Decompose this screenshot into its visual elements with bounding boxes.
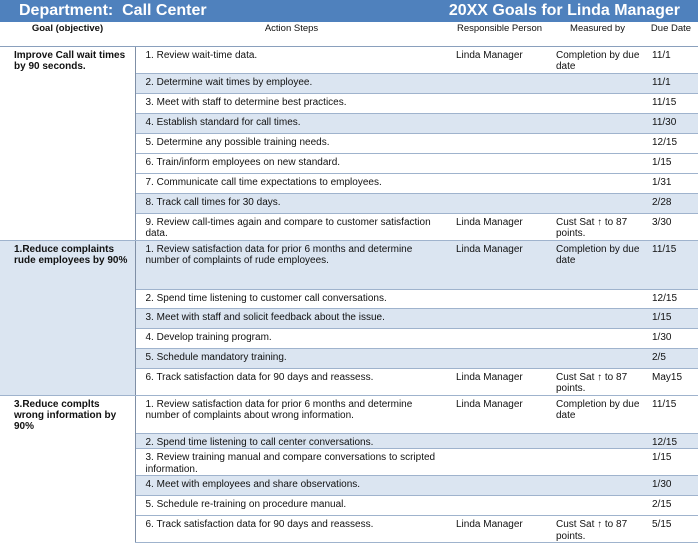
responsible-person xyxy=(448,289,551,308)
measured-by xyxy=(551,173,644,193)
measured-by: Cust Sat ↑ to 87 points. xyxy=(551,213,644,240)
due-date: May15 xyxy=(644,368,698,395)
goals-title: 20XX Goals for Linda Manager xyxy=(448,2,680,19)
action-step: 6. Track satisfaction data for 90 days and reassess. xyxy=(135,516,448,543)
measured-by: Cust Sat ↑ to 87 points. xyxy=(551,516,644,543)
responsible-person xyxy=(448,113,551,133)
action-step: 2. Spend time listening to call center conversations. xyxy=(135,433,448,449)
action-step: 6. Track satisfaction data for 90 days and reassess. xyxy=(135,368,448,395)
responsible-person xyxy=(448,476,551,496)
action-step: 1. Review satisfaction data for prior 6 months and determine number of complaints of rude employees. xyxy=(135,240,448,289)
measured-by: Completion by due date xyxy=(551,46,644,73)
due-date: 11/1 xyxy=(644,46,698,73)
action-step: 1. Review wait-time data. xyxy=(135,46,448,73)
action-step: 4. Develop training program. xyxy=(135,328,448,348)
responsible-person: Linda Manager xyxy=(448,240,551,289)
due-date: 1/30 xyxy=(644,476,698,496)
measured-by xyxy=(551,193,644,213)
responsible-person xyxy=(448,496,551,516)
measured-by xyxy=(551,289,644,308)
header-due: Due Date xyxy=(644,22,698,46)
table-row xyxy=(0,395,698,433)
responsible-person xyxy=(448,449,551,476)
action-step: 3. Review training manual and compare conversations to scripted information. xyxy=(135,449,448,476)
due-date: 12/15 xyxy=(644,289,698,308)
responsible-person xyxy=(448,328,551,348)
due-date: 11/1 xyxy=(644,73,698,93)
goal-objective: Improve Call wait times by 90 seconds. xyxy=(0,46,135,240)
measured-by xyxy=(551,433,644,449)
action-step: 5. Schedule re-training on procedure manual. xyxy=(135,496,448,516)
action-step: 7. Communicate call time expectations to employees. xyxy=(135,173,448,193)
due-date: 11/15 xyxy=(644,93,698,113)
measured-by xyxy=(551,73,644,93)
due-date: 12/15 xyxy=(644,433,698,449)
measured-by: Completion by due date xyxy=(551,395,644,433)
measured-by: Completion by due date xyxy=(551,240,644,289)
action-step: 2. Spend time listening to customer call conversations. xyxy=(135,289,448,308)
department-label: Department: xyxy=(19,2,114,19)
due-date: 2/15 xyxy=(644,496,698,516)
action-step: 9. Review call-times again and compare to customer satisfaction data. xyxy=(135,213,448,240)
due-date: 5/15 xyxy=(644,516,698,543)
responsible-person: Linda Manager xyxy=(448,213,551,240)
goals-body xyxy=(0,46,698,543)
responsible-person xyxy=(448,173,551,193)
department-name: Call Center xyxy=(122,2,207,19)
measured-by xyxy=(551,153,644,173)
responsible-person: Linda Manager xyxy=(448,368,551,395)
action-step: 4. Establish standard for call times. xyxy=(135,113,448,133)
measured-by xyxy=(551,496,644,516)
responsible-person xyxy=(448,348,551,368)
due-date: 3/30 xyxy=(644,213,698,240)
goals-table xyxy=(0,22,698,543)
responsible-person xyxy=(448,308,551,328)
measured-by xyxy=(551,449,644,476)
measured-by xyxy=(551,308,644,328)
action-step: 5. Determine any possible training needs. xyxy=(135,133,448,153)
action-step: 1. Review satisfaction data for prior 6 months and determine number of complaints about wrong information. xyxy=(135,395,448,433)
action-step: 6. Train/inform employees on new standard. xyxy=(135,153,448,173)
due-date: 1/15 xyxy=(644,308,698,328)
header-goal: Goal (objective) xyxy=(0,22,135,46)
responsible-person: Linda Manager xyxy=(448,46,551,73)
responsible-person xyxy=(448,93,551,113)
responsible-person xyxy=(448,133,551,153)
measured-by xyxy=(551,93,644,113)
responsible-person xyxy=(448,153,551,173)
measured-by xyxy=(551,328,644,348)
responsible-person xyxy=(448,433,551,449)
due-date: 12/15 xyxy=(644,133,698,153)
action-step: 8. Track call times for 30 days. xyxy=(135,193,448,213)
responsible-person: Linda Manager xyxy=(448,395,551,433)
header-measure: Measured by xyxy=(551,22,644,46)
action-step: 3. Meet with staff to determine best practices. xyxy=(135,93,448,113)
due-date: 2/28 xyxy=(644,193,698,213)
header-person: Responsible Person xyxy=(448,22,551,46)
measured-by xyxy=(551,133,644,153)
responsible-person: Linda Manager xyxy=(448,516,551,543)
action-step: 4. Meet with employees and share observations. xyxy=(135,476,448,496)
due-date: 11/15 xyxy=(644,395,698,433)
goal-objective: 1.Reduce complaints rude employees by 90% xyxy=(0,240,135,395)
measured-by xyxy=(551,348,644,368)
measured-by: Cust Sat ↑ to 87 points. xyxy=(551,368,644,395)
action-step: 5. Schedule mandatory training. xyxy=(135,348,448,368)
due-date: 11/30 xyxy=(644,113,698,133)
responsible-person xyxy=(448,73,551,93)
due-date: 1/31 xyxy=(644,173,698,193)
header-row xyxy=(0,22,698,46)
measured-by xyxy=(551,113,644,133)
table-row xyxy=(0,240,698,289)
due-date: 11/15 xyxy=(644,240,698,289)
header-action: Action Steps xyxy=(135,22,448,46)
due-date: 1/15 xyxy=(644,153,698,173)
title-bar xyxy=(0,0,698,22)
department-title xyxy=(19,2,207,20)
due-date: 1/15 xyxy=(644,449,698,476)
responsible-person xyxy=(448,193,551,213)
action-step: 2. Determine wait times by employee. xyxy=(135,73,448,93)
action-step: 3. Meet with staff and solicit feedback about the issue. xyxy=(135,308,448,328)
due-date: 1/30 xyxy=(644,328,698,348)
table-row xyxy=(0,46,698,73)
measured-by xyxy=(551,476,644,496)
goal-objective: 3.Reduce complts wrong information by 90% xyxy=(0,395,135,543)
due-date: 2/5 xyxy=(644,348,698,368)
